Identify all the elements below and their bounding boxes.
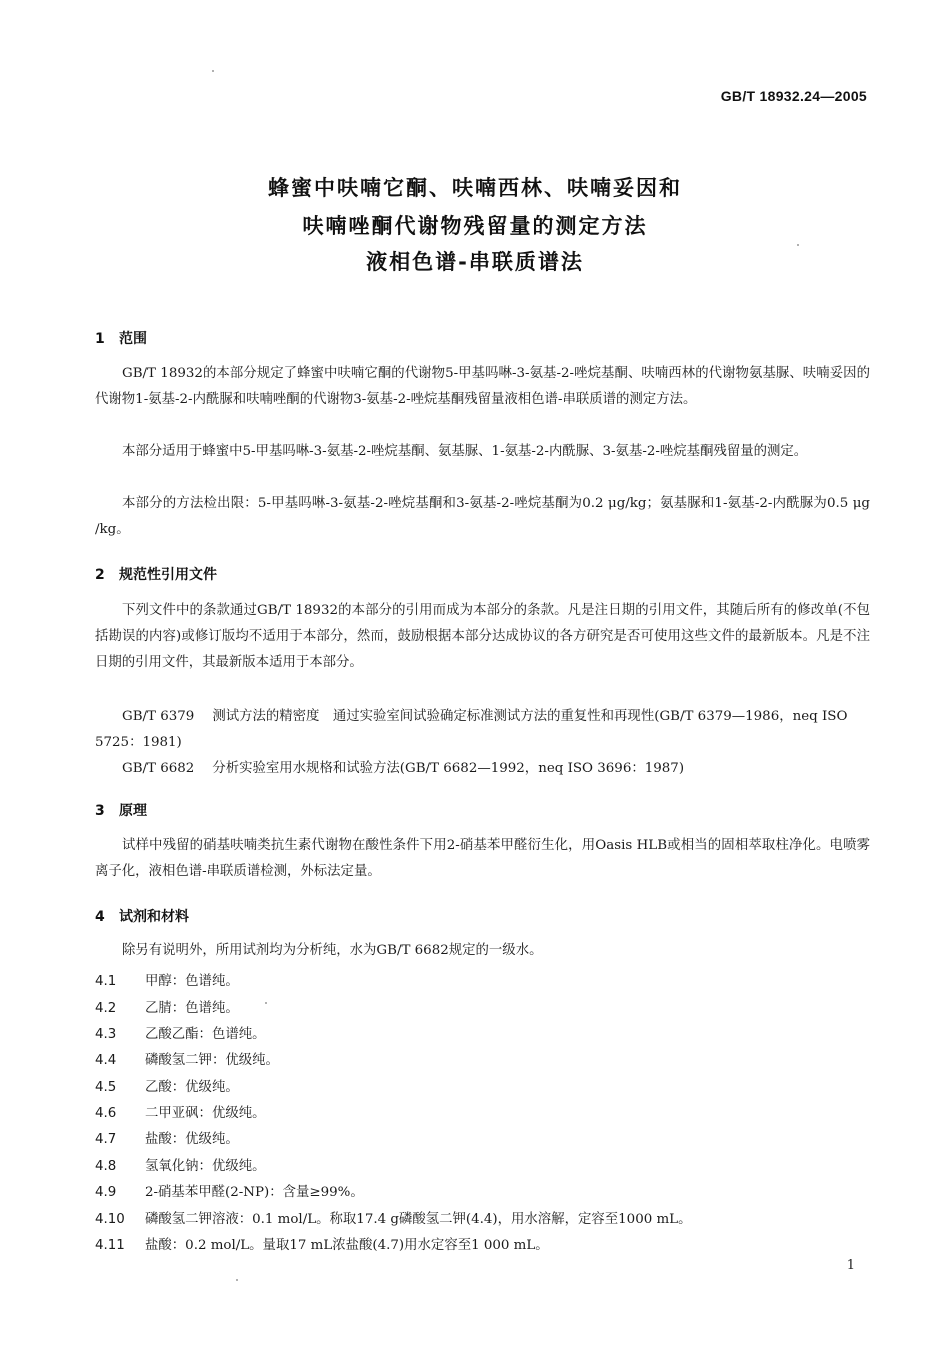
section-title: 原理 xyxy=(119,803,147,819)
scan-speck xyxy=(236,1279,238,1281)
item-text: 盐酸：0.2 mol/L。量取17 mL浓盐酸(4.7)用水定容至1 000 mL。 xyxy=(145,1238,549,1253)
document-title-line-1: 蜂蜜中呋喃它酮、呋喃西林、呋喃妥因和 xyxy=(268,176,682,200)
section-3-heading xyxy=(95,800,147,820)
section-1-paragraph-3: 本部分的方法检出限：5-甲基吗啉-3-氨基-2-唑烷基酮和3-氨基-2-唑烷基酮为0.2 μg/kg；氨基脲和1-氨基-2-内酰脲为0.5 μg /kg。 xyxy=(95,496,870,537)
reagent-item xyxy=(95,1049,279,1068)
section-3-paragraph-1: 试样中残留的硝基呋喃类抗生素代谢物在酸性条件下用2-硝基苯甲醛衍生化，用Oasis HLB或相当的固相萃取柱净化。电喷雾离子化，液相色谱-串联质谱检测，外标法定量。 xyxy=(95,838,870,879)
item-number: 4.4 xyxy=(95,1053,117,1068)
reference-code: GB/T 6379 xyxy=(122,709,195,724)
document-title-line-2: 呋喃唑酮代谢物残留量的测定方法 xyxy=(302,214,648,238)
reagent-item xyxy=(95,1076,239,1095)
reference-code: GB/T 6682 xyxy=(122,761,195,776)
section-4-heading xyxy=(95,906,189,926)
section-1-paragraph-2: 本部分适用于蜂蜜中5-甲基吗啉-3-氨基-2-唑烷基酮、氨基脲、1-氨基-2-内酰脲、3-氨基-2-唑烷基酮残留量的测定。 xyxy=(122,444,808,459)
section-2-paragraph-1: 下列文件中的条款通过GB/T 18932的本部分的引用而成为本部分的条款。凡是注日期的引用文件，其随后所有的修改单(不包括勘误的内容)或修订版均不适用于本部分，然而，鼓励根据本部分达成协议的各方研究是否可使用这些文件的最新版本。凡是不注日期的引用文件，其最新版本适用于本部分。 xyxy=(95,603,870,670)
item-text: 二甲亚砜：优级纯。 xyxy=(145,1106,266,1121)
section-number: 4 xyxy=(95,909,105,925)
reagent-item xyxy=(95,1102,266,1121)
section-number: 3 xyxy=(95,803,105,819)
page-number: 1 xyxy=(846,1258,855,1273)
item-number: 4.7 xyxy=(95,1132,117,1147)
reagent-item xyxy=(95,1234,549,1253)
reagent-item xyxy=(95,1023,266,1042)
item-text: 磷酸氢二钾：优级纯。 xyxy=(145,1053,279,1068)
reagent-item xyxy=(95,1155,266,1174)
item-text: 乙腈：色谱纯。 xyxy=(145,1001,239,1016)
section-title: 试剂和材料 xyxy=(119,909,189,925)
item-text: 磷酸氢二钾溶液：0.1 mol/L。称取17.4 g磷酸氢二钾(4.4)，用水溶解，定容至1000 mL。 xyxy=(145,1212,692,1227)
document-title-line-3: 液相色谱-串联质谱法 xyxy=(366,250,584,274)
section-4-intro: 除另有说明外，所用试剂均为分析纯，水为GB/T 6682规定的一级水。 xyxy=(122,943,543,958)
section-number: 2 xyxy=(95,567,105,583)
section-title: 规范性引用文件 xyxy=(119,567,217,583)
item-number: 4.1 xyxy=(95,974,117,989)
scan-speck xyxy=(797,244,799,246)
standard-code: GB/T 18932.24—2005 xyxy=(720,88,867,104)
item-number: 4.10 xyxy=(95,1212,125,1227)
scan-speck xyxy=(265,1002,267,1004)
section-2-heading xyxy=(95,564,217,584)
section-title: 范围 xyxy=(119,331,147,347)
item-number: 4.9 xyxy=(95,1185,117,1200)
item-text: 盐酸：优级纯。 xyxy=(145,1132,239,1147)
reagent-item xyxy=(95,970,239,989)
item-number: 4.6 xyxy=(95,1106,117,1121)
item-text: 甲醇：色谱纯。 xyxy=(145,974,239,989)
normative-reference-2 xyxy=(95,756,870,782)
reagent-item xyxy=(95,1181,364,1200)
item-text: 乙酸乙酯：色谱纯。 xyxy=(145,1027,266,1042)
reagent-item xyxy=(95,997,239,1016)
reference-title: 测试方法的精密度 通过实验室间试验确定标准测试方法的重复性和再现性(GB/T 6379—1986，neq ISO 5725：1981) xyxy=(95,709,848,750)
section-1-paragraph-1: GB/T 18932的本部分规定了蜂蜜中呋喃它酮的代谢物5-甲基吗啉-3-氨基-2-唑烷基酮、呋喃西林的代谢物氨基脲、呋喃妥因的代谢物1-氨基-2-内酰脲和呋喃唑酮的代谢物3-氨基-2-唑烷基酮残留量液相色谱-串联质谱的测定方法。 xyxy=(95,366,870,407)
item-number: 4.2 xyxy=(95,1001,117,1016)
scan-speck xyxy=(212,70,214,72)
item-number: 4.11 xyxy=(95,1238,125,1253)
item-text: 乙酸：优级纯。 xyxy=(145,1080,239,1095)
section-1-heading xyxy=(95,328,147,348)
reagent-item xyxy=(95,1208,691,1227)
item-number: 4.3 xyxy=(95,1027,117,1042)
reagent-item xyxy=(95,1128,239,1147)
item-number: 4.8 xyxy=(95,1159,117,1174)
normative-reference-1 xyxy=(95,704,870,756)
item-text: 2-硝基苯甲醛(2-NP)：含量≥99%。 xyxy=(145,1185,364,1200)
item-number: 4.5 xyxy=(95,1080,117,1095)
item-text: 氢氧化钠：优级纯。 xyxy=(145,1159,266,1174)
reference-title: 分析实验室用水规格和试验方法(GB/T 6682—1992，neq ISO 3696：1987) xyxy=(212,761,685,776)
section-number: 1 xyxy=(95,331,105,347)
